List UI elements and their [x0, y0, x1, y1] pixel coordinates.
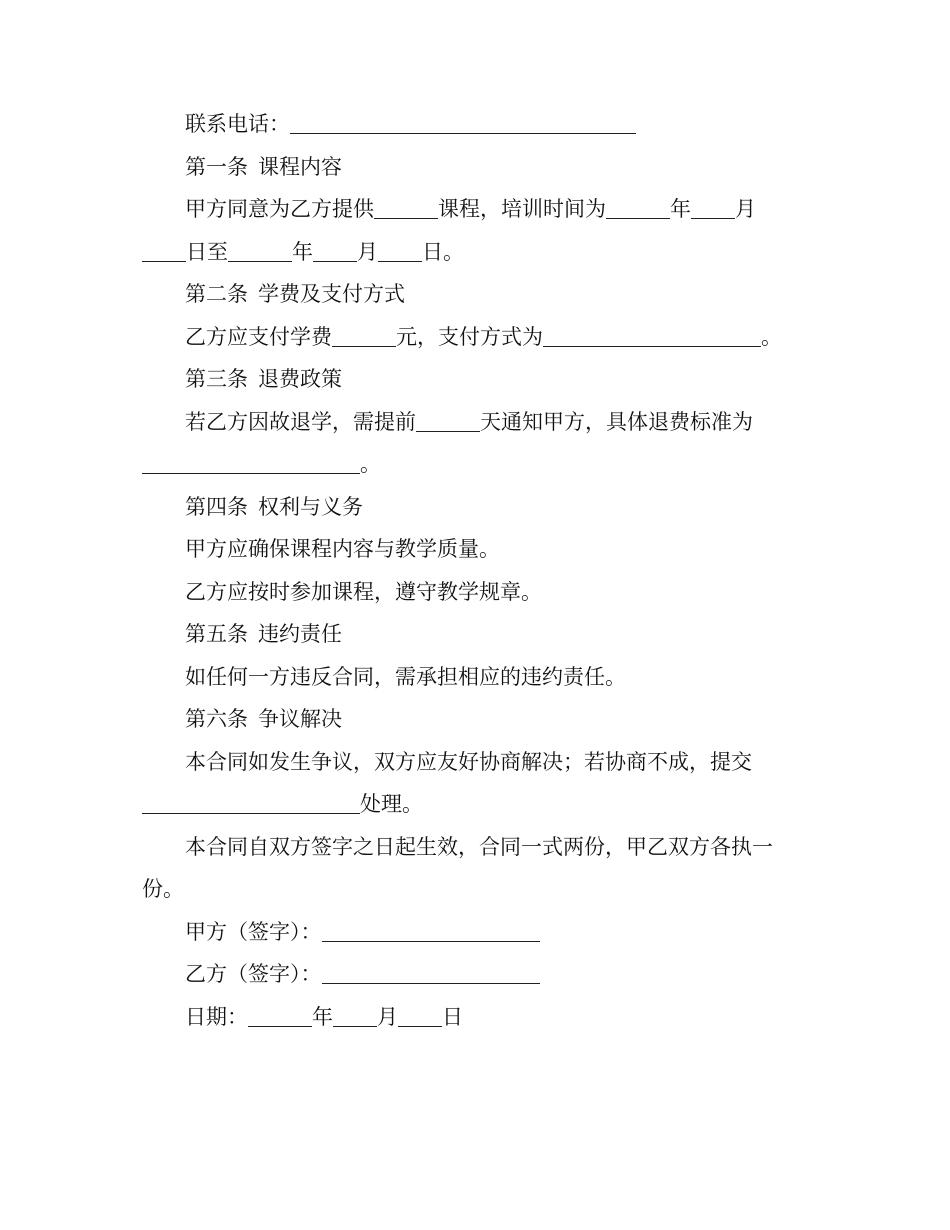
start-day-blank[interactable]: [142, 240, 186, 262]
party-a-signature-blank[interactable]: [322, 920, 540, 942]
arbitration-body-blank[interactable]: [142, 792, 360, 814]
refund-standard-blank[interactable]: [142, 452, 360, 474]
article-2-title: 学费及支付方式: [258, 282, 405, 306]
party-b-signature-blank[interactable]: [322, 962, 540, 984]
article-3-number: 第三条: [185, 367, 248, 391]
party-b-label: 乙方（签字）：: [185, 962, 322, 986]
article-5-number: 第五条: [185, 622, 248, 646]
article-3-text-line-1: 若乙方因故退学，需提前 天通知甲方，具体退费标准为: [185, 409, 753, 434]
article-4-heading: [142, 486, 794, 529]
start-year-blank[interactable]: [606, 197, 670, 219]
article-2-text: 乙方应支付学费 元，支付方式为 。: [185, 324, 782, 349]
phone-blank[interactable]: [290, 112, 636, 134]
tuition-amount-blank[interactable]: [332, 325, 396, 347]
article-6-heading: [142, 698, 794, 741]
date-day-blank[interactable]: [398, 1005, 442, 1027]
end-month-blank[interactable]: [313, 240, 357, 262]
article-4-title: 权利与义务: [258, 494, 363, 519]
effect-clause-line-2: 份。: [142, 877, 184, 901]
article-6-number: 第六条: [185, 707, 248, 731]
course-blank[interactable]: [374, 197, 438, 219]
article-1-heading: [142, 146, 794, 189]
payment-method-blank[interactable]: [543, 325, 761, 347]
phone-label: 联系电话：: [185, 112, 290, 136]
party-b-signature-line: [142, 953, 794, 996]
article-3-title: 退费政策: [258, 367, 342, 391]
start-month-blank[interactable]: [691, 197, 735, 219]
date-label: 日期：: [185, 1004, 248, 1029]
article-4-number: 第四条: [185, 494, 248, 519]
article-3-heading: [142, 358, 794, 401]
article-6-title: 争议解决: [258, 707, 342, 731]
effect-clause-line-1: 本合同自双方签字之日起生效，合同一式两份，甲乙双方各执一: [185, 834, 773, 859]
article-5-heading: [142, 613, 794, 656]
date-line: 日期： 年 月 日: [185, 1004, 463, 1029]
article-5-text: 如任何一方违反合同，需承担相应的违约责任。: [185, 664, 626, 689]
article-4-text-1: 甲方应确保课程内容与教学质量。: [185, 537, 500, 561]
end-year-blank[interactable]: [228, 240, 292, 262]
article-1-text-line-2: 日至 年 月 日。: [142, 231, 794, 274]
article-3-text-line-2: 。: [142, 443, 794, 486]
article-6-text-line-2: 处理。: [142, 783, 794, 826]
article-2-number: 第二条: [185, 282, 248, 306]
date-month-blank[interactable]: [333, 1005, 377, 1027]
article-6-text-line-1: 本合同如发生争议，双方应友好协商解决；若协商不成，提交: [185, 749, 752, 774]
end-day-blank[interactable]: [378, 240, 422, 262]
article-2-heading: [142, 273, 794, 316]
contract-body: [142, 103, 794, 1038]
party-a-label: 甲方（签字）：: [185, 919, 322, 944]
article-4-text-2: 乙方应按时参加课程，遵守教学规章。: [185, 579, 542, 604]
article-1-text-line-1: 甲方同意为乙方提供 课程，培训时间为 年 月: [185, 197, 756, 221]
party-a-signature-line: [142, 911, 794, 954]
article-1-number: 第一条: [185, 154, 248, 179]
article-5-title: 违约责任: [258, 622, 342, 646]
notice-days-blank[interactable]: [416, 410, 480, 432]
contact-phone-line: [142, 103, 794, 146]
date-year-blank[interactable]: [248, 1005, 312, 1027]
article-1-title: 课程内容: [258, 154, 342, 179]
